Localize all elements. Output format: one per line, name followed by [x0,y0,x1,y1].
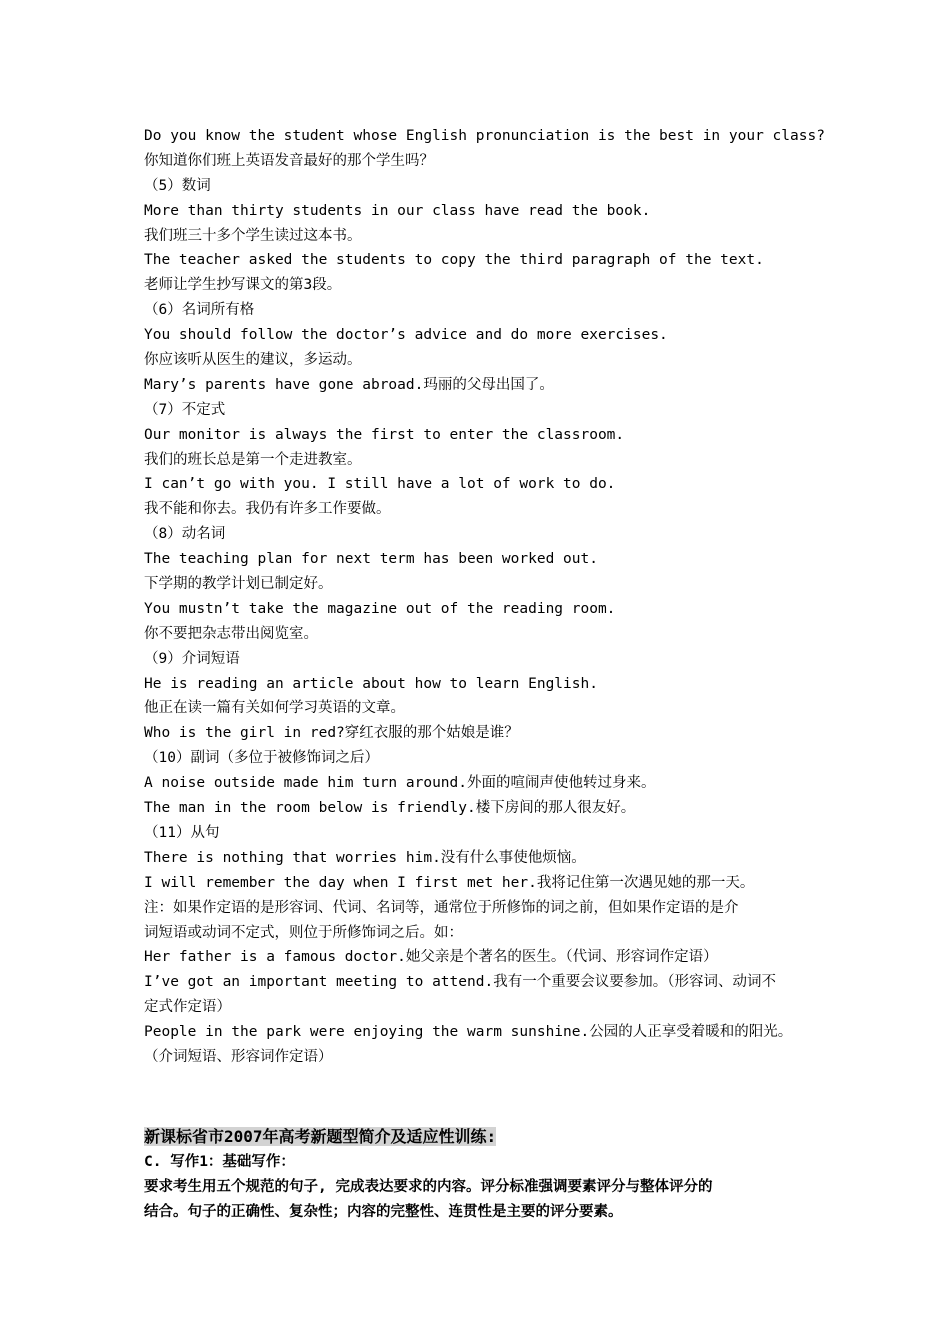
section-label-possessive: （6）名词所有格 [144,302,255,319]
text-line: 我们的班长总是第一个走进教室。 [144,451,362,468]
text-line: Our monitor is always the first to enter the classroom. [144,426,625,443]
text-line: More than thirty students in our class have read the book. [144,202,651,219]
text-line: The teacher asked the students to copy the third paragraph of the text. [144,252,764,269]
text-line: 我不能和你去。我仍有许多工作要做。 [144,501,391,518]
text-line: There is nothing that worries him.没有什么事使他烦恼。 [144,849,586,866]
text-line: Do you know the student whose English pronunciation is the best in your class? [144,128,825,144]
section-subtitle: C. 写作1：基础写作： [144,1153,295,1170]
section-label-adverb: （10）副词（多位于被修饰词之后） [144,750,379,767]
section-label-numerals: （5）数词 [144,177,211,194]
text-line: I’ve got an important meeting to attend.我有一个重要会议要参加。（形容词、动词不 [144,974,776,991]
section-body-line: 要求考生用五个规范的句子, 完成表达要求的内容。评分标准强调要素评分与整体评分的 [144,1178,713,1195]
text-line: 我们班三十多个学生读过这本书。 [144,227,362,244]
text-line: 你不要把杂志带出阅览室。 [144,625,318,642]
text-line: 你应该听从医生的建议，多运动。 [144,352,362,369]
text-line: The teaching plan for next term has been worked out. [144,551,598,568]
section-title [144,1124,814,1150]
text-line: 你知道你们班上英语发音最好的那个学生吗？ [144,152,434,169]
text-line: 老师让学生抄写课文的第3段。 [144,277,342,294]
text-line: 下学期的教学计划已制定好。 [144,576,333,593]
text-line: Who is the girl in red?穿红衣服的那个姑娘是谁？ [144,725,519,742]
text-line: The man in the room below is friendly.楼下房间的那人很友好。 [144,800,636,817]
section-body-line: 结合。句子的正确性、复杂性；内容的完整性、连贯性是主要的评分要素。 [144,1203,623,1220]
section-label-clause: （11）从句 [144,824,220,841]
section-gap [144,1070,814,1120]
text-line: 定式作定语） [144,999,231,1016]
text-line: He is reading an article about how to learn English. [144,675,598,692]
text-line: People in the park were enjoying the warm sunshine.公园的人正享受着暖和的阳光。 [144,1024,793,1041]
text-line: I will remember the day when I first met her.我将记住第一次遇见她的那一天。 [144,874,755,891]
text-line: （介词短语、形容词作定语） [144,1048,333,1065]
note-line: 注：如果作定语的是形容词、代词、名词等，通常位于所修饰的词之前，但如果作定语的是介 [144,899,739,916]
text-line: 他正在读一篇有关如何学习英语的文章。 [144,700,405,717]
section-label-infinitive: （7）不定式 [144,401,226,418]
section-label-prepositional-phrase: （9）介词短语 [144,650,240,667]
text-line: You mustn’t take the magazine out of the reading room. [144,600,616,617]
text-line: Mary’s parents have gone abroad.玛丽的父母出国了。 [144,376,554,393]
text-line: A noise outside made him turn around.外面的喧闹声使他转过身来。 [144,775,656,792]
text-line: I can’t go with you. I still have a lot of work to do. [144,476,616,493]
text-line: You should follow the doctor’s advice and do more exercises. [144,327,668,344]
text-line: Her father is a famous doctor.她父亲是个著名的医生。（代词、形容词作定语） [144,949,718,966]
note-line: 词短语或动词不定式，则位于所修饰词之后。如： [144,924,463,941]
section-label-gerund: （8）动名词 [144,526,226,543]
section-title-text: 新课标省市2007年高考新题型简介及适应性训练: [144,1126,497,1146]
document-body [144,124,825,1225]
